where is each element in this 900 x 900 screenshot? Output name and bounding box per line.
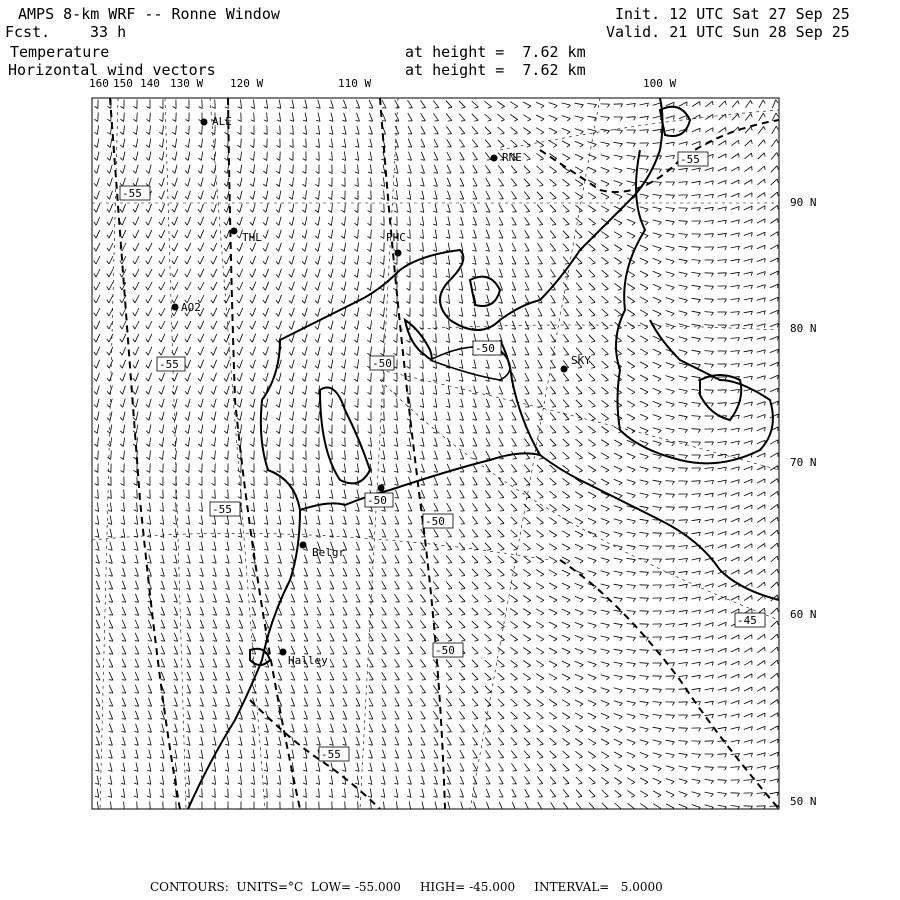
lon-label-100: 100 W [643, 77, 677, 90]
field-temperature: Temperature [10, 43, 110, 61]
contour-label-text: -55 [680, 153, 700, 166]
height-temperature: at height = 7.62 km [405, 43, 586, 61]
map-title: AMPS 8-km WRF -- Ronne Window [18, 5, 280, 23]
lat-label-60: 60 N [790, 608, 817, 621]
forecast-hours: 33 h [90, 23, 127, 41]
lat-label-70: 70 N [790, 456, 817, 469]
contour-label [370, 356, 394, 370]
lon-label-130: 130 W [170, 77, 204, 90]
contour-label-text: -50 [367, 494, 387, 507]
lat-label-90: 90 N [790, 196, 817, 209]
contour-label [319, 747, 349, 761]
contour-label [433, 643, 463, 657]
contour-label-text: -55 [159, 358, 179, 371]
contour-label [473, 341, 501, 355]
station-ale [201, 115, 232, 128]
coastline [188, 98, 779, 809]
contour-label-text: -50 [425, 515, 445, 528]
height-wind: at height = 7.62 km [405, 61, 586, 79]
lon-label-160: 160 [89, 77, 109, 90]
contour-label [157, 357, 185, 371]
contour-label-text: -50 [475, 342, 495, 355]
contour-label [120, 186, 150, 200]
field-wind-vectors: Horizontal wind vectors [8, 61, 216, 79]
station-thl [231, 228, 263, 245]
contour-info-footer: CONTOURS: UNITS=°C LOW= -55.000 HIGH= -45.000 INTERVAL= 5.0000 [150, 880, 663, 894]
lat-label-50: 50 N [790, 795, 817, 808]
lon-label-150: 150 [113, 77, 133, 90]
contour-label [735, 613, 765, 627]
wind-vector-field [94, 100, 779, 811]
lon-label-140: 140 [140, 77, 160, 90]
contour-label [678, 152, 708, 166]
init-time: Init. 12 UTC Sat 27 Sep 25 [615, 5, 850, 23]
contour-label-text: -55 [212, 503, 232, 516]
contour-label [423, 514, 453, 528]
valid-time: Valid. 21 UTC Sun 28 Sep 25 [606, 23, 850, 41]
lon-label-110: 110 W [338, 77, 372, 90]
lon-label-120: 120 W [230, 77, 264, 90]
contour-label-text: -45 [737, 614, 757, 627]
forecast-label: Fcst. [5, 23, 51, 41]
station-rne [491, 151, 522, 164]
contour-label-text: -50 [435, 644, 455, 657]
contour-label [365, 493, 393, 507]
contour-label [210, 502, 240, 516]
station-halley [280, 649, 329, 668]
contour-label-text: -55 [122, 187, 142, 200]
contour-label-text: -50 [372, 357, 392, 370]
station-phc [386, 231, 406, 257]
contour-label-text: -55 [321, 748, 341, 761]
lat-label-80: 80 N [790, 322, 817, 335]
